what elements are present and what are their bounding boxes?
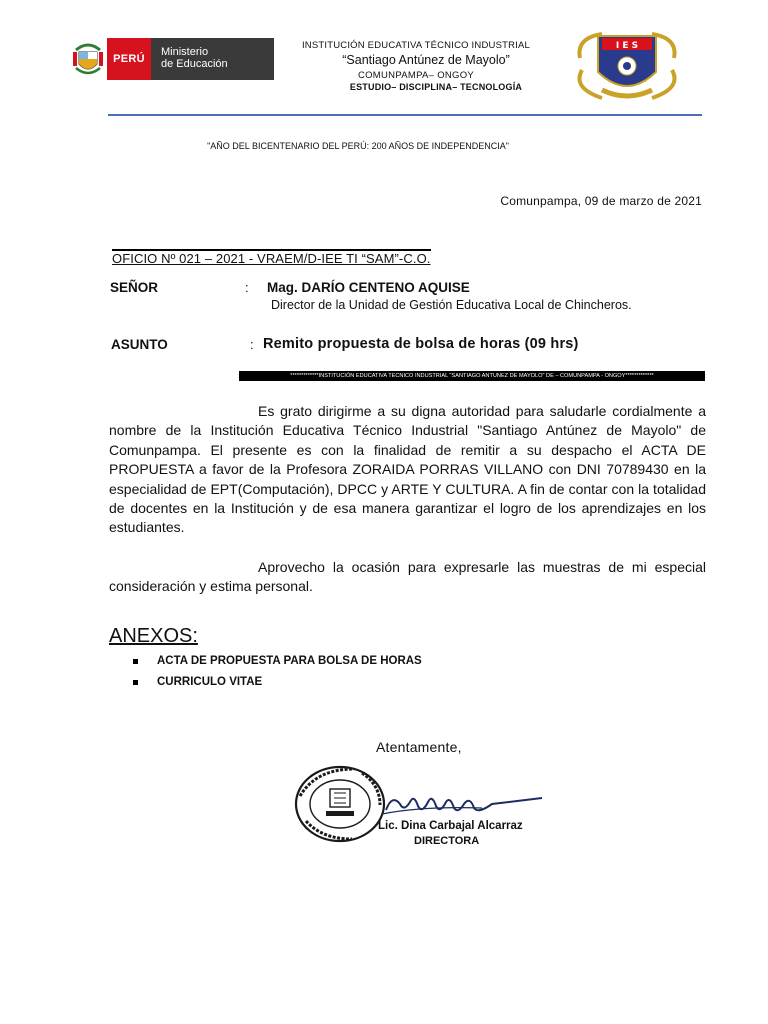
institution-location: COMUNPAMPA– ONGOY (357, 70, 475, 81)
handwritten-signature-icon (382, 784, 547, 824)
annexes-list (133, 653, 422, 695)
body-paragraph-1: Es grato dirigirme a su digna autoridad para saludarle cordialmente a nombre de la Institución Educativa Técnico Industrial "Santiago Antúnez de Mayolo" de Comunpampa. El presente es con la finalidad de remitir a su despacho el ACTA DE PROPUESTA a favor de la Profesora ZORAIDA PORRAS VILLANO con DNI 70789430 en la especialidad de EPT(Computación), DPCC y ARTE Y CULTURA. A fin de contar con la totalidad de docentes en la Institución y de esa manera garantizar el logro de los aprendizajes en los estudiantes. (109, 403, 706, 536)
institution-line: INSTITUCIÓN EDUCATIVA TÉCNICO INDUSTRIAL (301, 40, 531, 51)
annex-item-label: ACTA DE PROPUESTA PARA BOLSA DE HORAS (157, 655, 422, 667)
institution-banner: *************INSTITUCIÓN EDUCATIVA TECNICO INDUSTRIAL "SANTIAGO ANTUNEZ DE MAYOLO" DE – COMUNPAMPA - ONGOY************* (239, 371, 705, 381)
peru-label: PERÚ (107, 38, 151, 80)
recipient-role: Director de la Unidad de Gestión Educativa Local de Chincheros. (271, 298, 632, 312)
school-crest-icon (572, 28, 682, 106)
annexes-title: ANEXOS: (109, 625, 198, 647)
official-seal-icon (292, 763, 388, 845)
bullet-icon (133, 680, 138, 685)
subject-colon: : (250, 337, 254, 352)
recipient-label: SEÑOR (110, 280, 159, 295)
list-item (133, 674, 422, 695)
bullet-icon (133, 659, 138, 664)
letter-date: Comunpampa, 09 de marzo de 2021 (500, 194, 702, 208)
list-item (133, 653, 422, 674)
crest-letters: I E S (615, 41, 639, 51)
institution-motto: ESTUDIO– DISCIPLINA– TECNOLOGÍA (349, 82, 523, 92)
institution-name: “Santiago Antúnez de Mayolo” (342, 53, 510, 67)
recipient-colon: : (245, 280, 249, 295)
year-motto: "AÑO DEL BICENTENARIO DEL PERÚ: 200 AÑOS DE INDEPENDENCIA" (207, 141, 509, 151)
body-paragraph-2: Aprovecho la ocasión para expresarle las muestras de mi especial consideración y estima personal. (109, 559, 706, 595)
ministry-label: Ministerio de Educación (151, 38, 274, 80)
peru-coat-of-arms-icon (70, 38, 106, 80)
signer-role: DIRECTORA (414, 835, 480, 847)
closing: Atentamente, (376, 739, 462, 755)
signer-name: Lic. Dina Carbajal Alcarraz (378, 820, 523, 832)
subject-text: Remito propuesta de bolsa de horas (09 hrs) (263, 336, 579, 352)
subject-label: ASUNTO (111, 337, 168, 352)
annex-item-label: CURRICULO VITAE (157, 676, 263, 688)
oficio-number: OFICIO Nº 021 – 2021 - VRAEM/D-IEE TI “SAM”-C.O. (112, 251, 431, 266)
recipient-name: Mag. DARÍO CENTENO AQUISE (267, 280, 470, 295)
header-divider (108, 114, 702, 116)
